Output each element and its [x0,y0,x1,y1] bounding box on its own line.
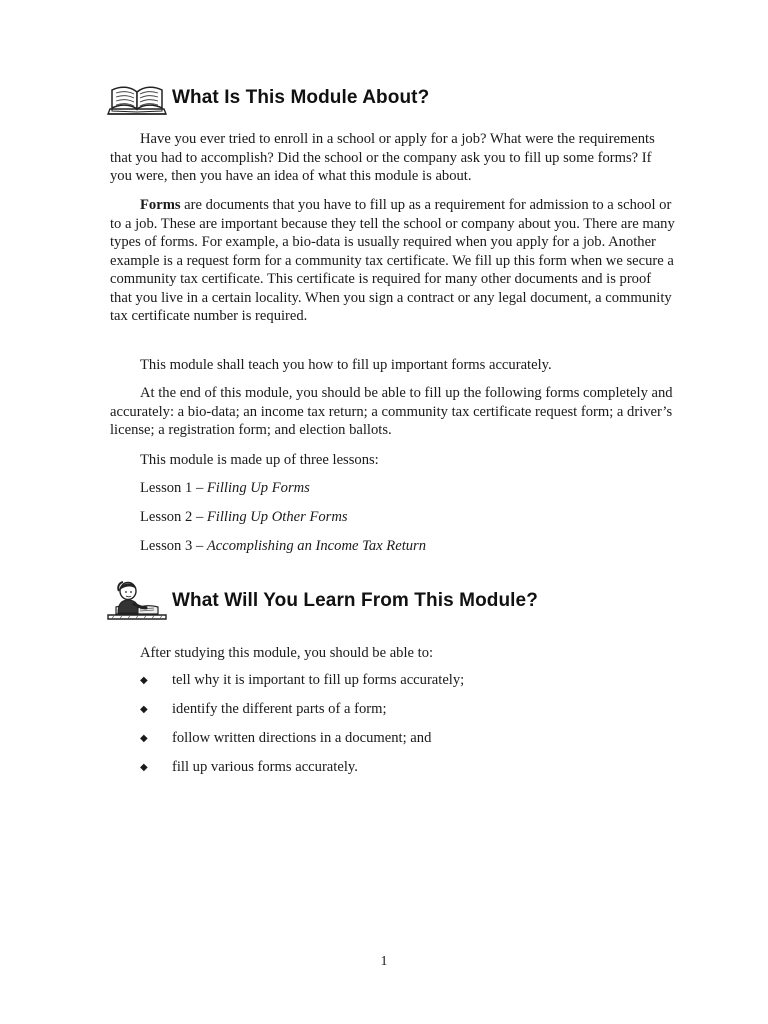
paragraph-lessons-intro: This module is made up of three lessons: [140,452,379,468]
section-title-learn: What Will You Learn From This Module? [172,590,538,611]
open-book-icon [106,76,168,120]
list-item [140,672,464,701]
page-number: 1 [380,954,388,969]
lesson-item [140,479,310,497]
paragraph-after-studying: After studying this module, you should be able to: [140,645,434,661]
paragraph-end-of-module: At the end of this module, you should be able to fill up the following forms completely and accurately: a bio-data; an income tax return; a community tax certificate request form; a driver’s license; a registration form; and election ballots. [110,385,673,438]
paragraph-intro: Have you ever tried to enroll in a school or apply for a job? What were the requirements that you had to accomplish? Did the school or the company ask you to fill up some forms? If you were, then you have an idea of what this module is about. [110,131,655,184]
diamond-bullet-icon: ◆ [140,762,148,773]
diamond-bullet-icon: ◆ [140,675,148,686]
objective-text: follow written directions in a document; and [172,730,432,746]
objective-text: tell why it is important to fill up forms accurately; [172,672,465,688]
student-reading-icon [106,579,168,623]
section-title-about: What Is This Module About? [172,87,430,108]
lesson-title: Filling Up Other Forms [206,509,348,525]
section-header-learn [106,579,538,623]
objective-text: identify the different parts of a form; [172,701,387,717]
lesson-title: Accomplishing an Income Tax Return [206,538,427,554]
lesson-prefix: Lesson 1 – [140,480,207,496]
lesson-title: Filling Up Forms [206,480,310,496]
lesson-prefix: Lesson 3 – [140,538,207,554]
list-item [140,730,464,759]
paragraph-forms [110,196,676,326]
section-header-about [106,76,429,120]
lesson-item [140,508,348,526]
objectives-list [140,672,464,788]
list-item [140,759,464,788]
objective-text: fill up various forms accurately. [172,759,358,775]
diamond-bullet-icon: ◆ [140,704,148,715]
lesson-item [140,537,426,555]
diamond-bullet-icon: ◆ [140,733,148,744]
paragraph-teach: This module shall teach you how to fill up important forms accurately. [140,357,552,373]
forms-body: are documents that you have to fill up as a requirement for admission to a school or to a job. These are important because they tell the school or company about you. There are many types of forms. For example, a bio-data is usually required when you apply for a job. Another example is a request form for a community tax certificate. We fill up this form when we secure a community tax certificate. This certificate is required for many other documents and is proof that you live in a certain locality. When you sign a contract or any legal document, a community tax certificate number is required. [110,197,675,324]
forms-term: Forms [140,197,181,213]
lesson-prefix: Lesson 2 – [140,509,207,525]
list-item [140,701,464,730]
